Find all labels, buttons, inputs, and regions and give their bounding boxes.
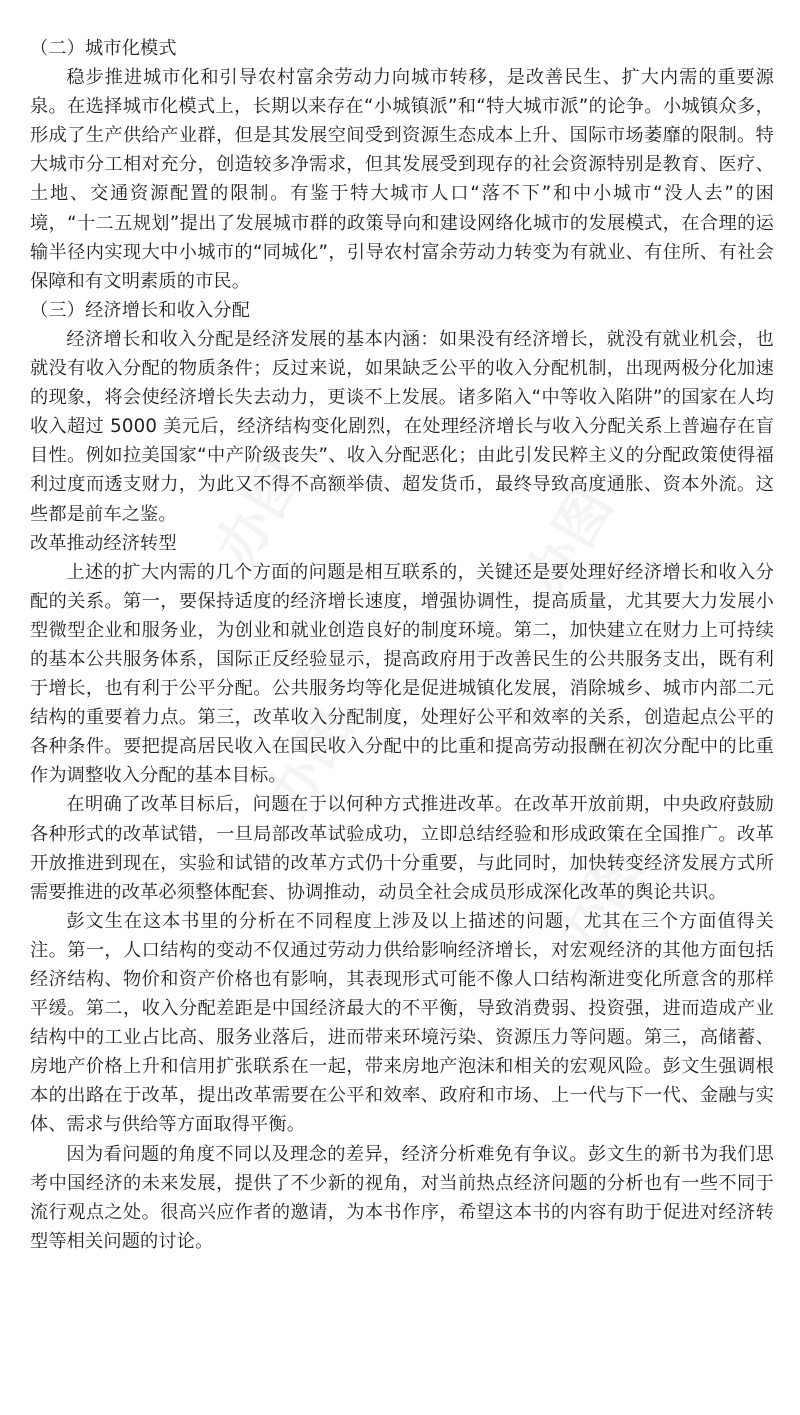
paragraph: 彭文生在这本书里的分析在不同程度上涉及以上描述的问题，尤其在三个方面值得关注。第一，人口结构的变动不仅通过劳动力供给影响经济增长，对宏观经济的其他方面包括经济结构、物价和资产价格也有影响，其表现形式可能不像人口结构渐进变化所意含的那样平缓。第二，收入分配差距是中国经济最大的不平衡，导致消费弱、投资强，进而造成产业结构中的工业占比高、服务业落后，进而带来环境污染、资源压力等问题。第三，高储蓄、房地产价格上升和信用扩张联系在一起，带来房地产泡沫和相关的宏观风险。彭文生强调根本的出路在于改革，提出改革需要在公平和效率、政府和市场、上一代与下一代、金融与实体、需求与供给等方面取得平衡。	[30, 910, 774, 1136]
paragraph: 稳步推进城市化和引导农村富余劳动力向城市转移，是改善民生、扩大内需的重要源泉。在选择城市化模式上，长期以来存在“小城镇派”和“特大城市派”的论争。小城镇众多，形成了生产供给产业群，但是其发展空间受到资源生态成本上升、国际市场萎靡的限制。特大城市分工相对充分，创造较多净需求，但其发展受到现存的社会资源特别是教育、医疗、土地、交通资源配置的限制。有鉴于特大城市人口“落不下”和中小城市“没人去”的困境，“十二五规划”提出了发展城市群的政策导向和建设网络化城市的发展模式，在合理的运输半径内实现大中小城市的“同城化”，引导农村富余劳动力转变为有就业、有住所、有社会保障和有文明素质的市民。	[30, 67, 774, 292]
paragraph: 因为看问题的角度不同以及理念的差异，经济分析难免有争议。彭文生的新书为我们思考中国经济的未来发展，提供了不少新的视角，对当前热点经济问题的分析也有一些不同于流行观点之处。很高兴应作者的邀请，为本书作序，希望这本书的内容有助于促进对经济转型等相关问题的讨论。	[30, 1143, 774, 1252]
watermark-mark: 办图	[253, 697, 367, 827]
section-urbanization-model	[30, 34, 774, 296]
section-reform-transition	[30, 529, 774, 1256]
watermark-mark: 办图	[203, 447, 317, 577]
document-page	[30, 34, 774, 1256]
section-growth-and-distribution	[30, 296, 774, 529]
paragraph: 经济增长和收入分配是经济发展的基本内涵：如果没有经济增长，就没有就业机会，也就没有收入分配的物质条件；反过来说，如果缺乏公平的收入分配机制，出现两极分化加速的现象，将会使经济增长失去动力，更谈不上发展。诸多陷入“中等收入陷阱”的国家在人均收入超过 5000 美元后，经济结构变化剧烈，在处理经济增长与收入分配关系上普遍存在盲目性。例如拉美国家“中产阶级丧失”、收入分配恶化；由此引发民粹主义的分配政策使得福利过度而透支财力，为此又不得不高额举债、超发货币，最终导致高度通胀、资本外流。这些都是前车之鉴。	[30, 328, 774, 525]
paragraph: 上述的扩大内需的几个方面的问题是相互联系的，关键还是要处理好经济增长和收入分配的关系。第一，要保持适度的经济增长速度，增强协调性，提高质量，尤其要大力发展小型微型企业和服务业，为创业和就业创造良好的制度环境。第二，加快建立在财力上可持续的基本公共服务体系，国际正反经验显示，提高政府用于改善民生的公共服务支出，既有利于增长，也有利于公平分配。公共服务均等化是促进城镇化发展，消除城乡、城市内部二元结构的重要着力点。第三，改革收入分配制度，处理好公平和效率的关系，创造起点公平的各种条件。要把提高居民收入在国民收入分配中的比重和提高劳动报酬在初次分配中的比重作为调整收入分配的基本目标。	[30, 561, 774, 787]
section-heading: 改革推动经济转型	[30, 532, 177, 554]
paragraph: 在明确了改革目标后，问题在于以何种方式推进改革。在改革开放前期，中央政府鼓励各种形式的改革试错，一旦局部改革试验成功，立即总结经验和形成政策在全国推广。改革开放推进到现在，实验和试错的改革方式仍十分重要，与此同时，加快转变经济发展方式所需要推进的改革必须整体配套、协调推动，动员全社会成员形成深化改革的舆论共识。	[30, 794, 774, 903]
section-heading: （二）城市化模式	[30, 38, 177, 59]
section-heading: （三）经济增长和收入分配	[30, 299, 251, 321]
watermark-mark: 办图	[543, 837, 657, 967]
watermark-mark: 办图	[513, 477, 627, 607]
